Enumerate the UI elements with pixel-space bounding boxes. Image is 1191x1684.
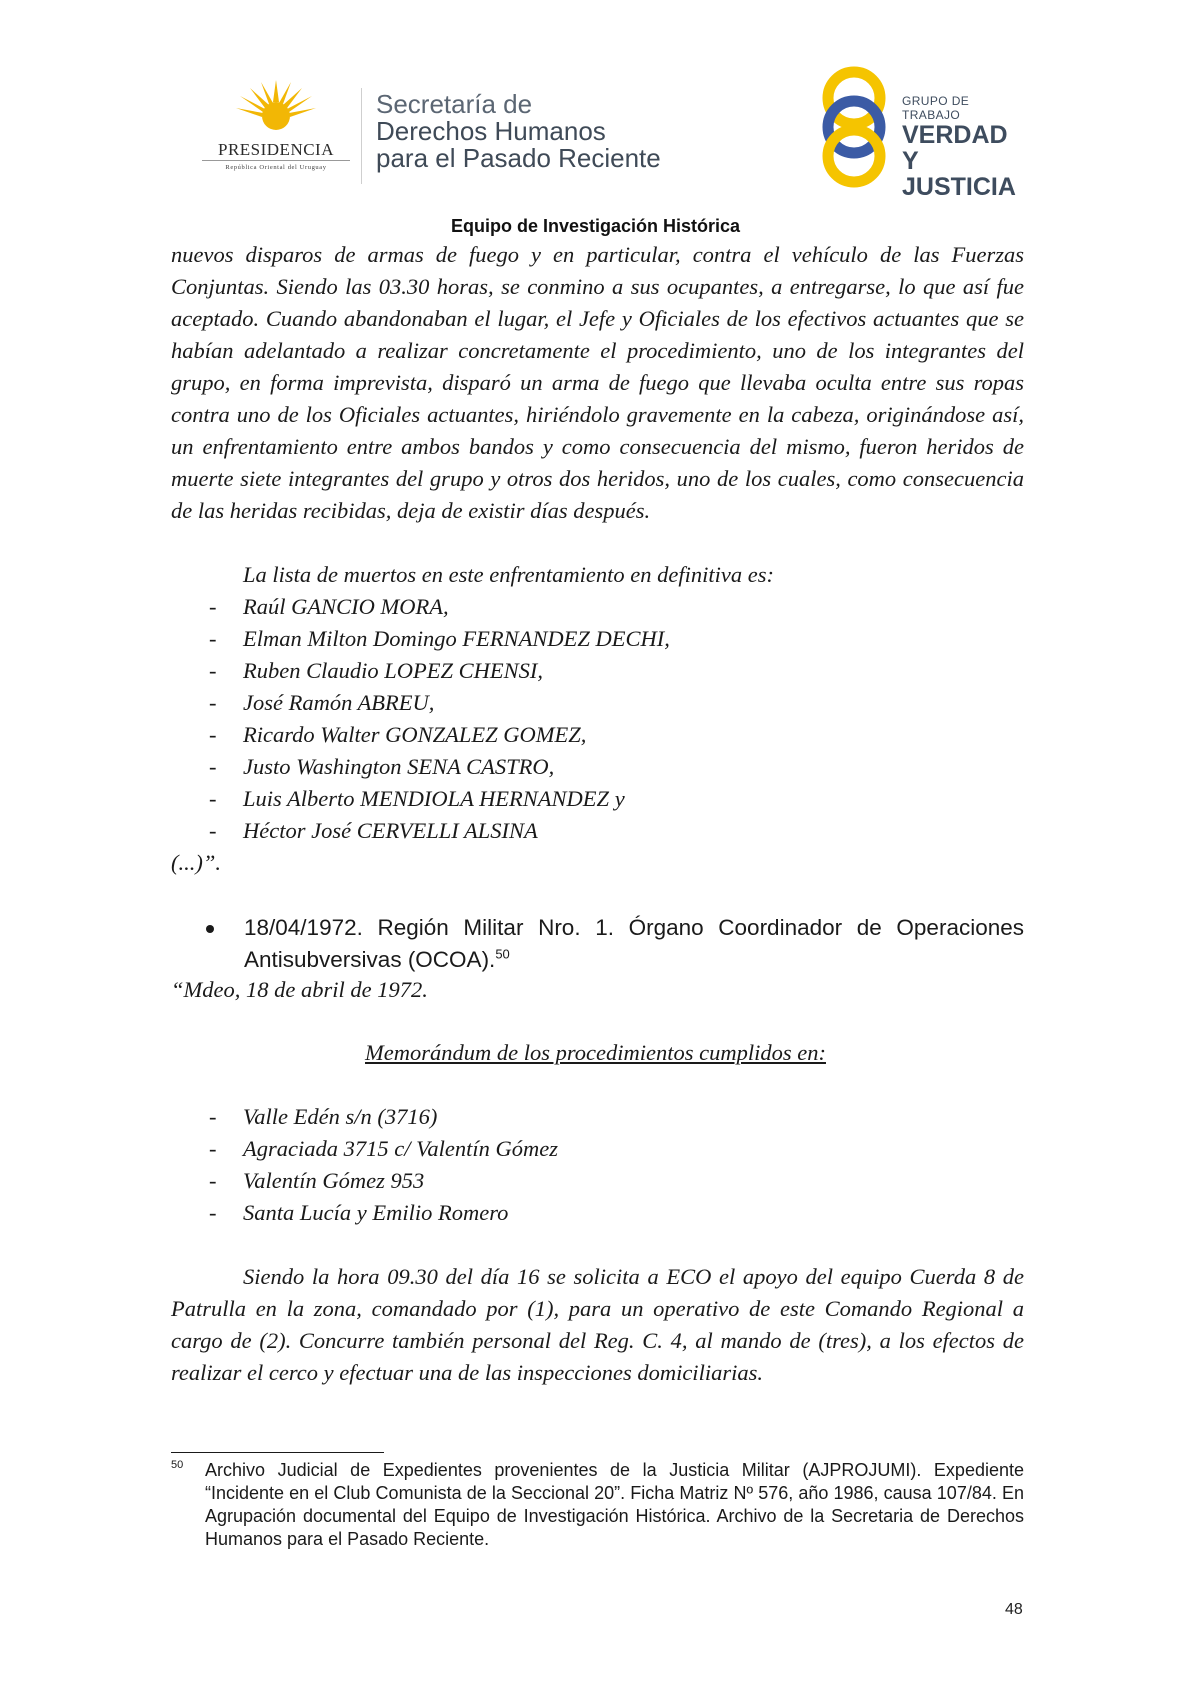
grupo-line-3: JUSTICIA <box>902 173 1016 201</box>
paragraph-1: nuevos disparos de armas de fuego y en particular, contra el vehículo de las Fuerzas Conjuntas. Siendo las 03.30 horas, se conmino a sus ocupantes, a entregarse, lo que así fue aceptado. Cuando abandonaban el lugar, el Jefe y Oficiales de los efectivos actuantes que se habían adelantado a realizar concretamente el procedimiento, uno de los integrantes del grupo, en forma imprevista, disparó un arma de fuego que llevaba oculta entre sus ropas contra uno de los Oficiales actuantes, hiriéndolo gravemente en la cabeza, originándose así, un enfrentamiento entre ambos bandos y como consecuencia del mismo, fueron heridos de muerte siete integrantes del grupo y otros dos heridos, uno de los cuales, como consecuencia de las heridas recibidas, deja de existir días después. <box>171 242 1024 523</box>
memo-title: Memorándum de los procedimientos cumplidos en: <box>365 1040 826 1065</box>
footnote-number: 50 <box>171 1459 184 1471</box>
footnote-separator <box>171 1452 384 1453</box>
secretaria-line-2: Derechos Humanos <box>376 116 606 146</box>
presidencia-logo <box>196 80 356 180</box>
secretaria-line-3: para el Pasado Reciente <box>376 143 661 173</box>
header-divider <box>361 88 362 184</box>
logo-divider <box>202 160 350 161</box>
team-title: Equipo de Investigación Histórica <box>450 216 741 236</box>
secretaria-line-1: Secretaría de <box>376 89 533 119</box>
bullet-heading: 18/04/1972. Región Militar Nro. 1. Órgano Coordinador de Operaciones Antisubversivas (OCOA).$^{50}$ <box>244 915 1024 972</box>
page-number: 48 <box>1005 1601 1023 1618</box>
grupo-trabajo-logo <box>810 64 1030 201</box>
bullet-dot-icon <box>206 925 214 933</box>
paragraph-2: Siendo la hora 09.30 del día 16 se solicita a ECO el apoyo del equipo Cuerda 8 de Patrulla en la zona, comandado por (1), para un operativo de este Comando Regional a cargo de (2). Concurre también personal del Reg. C. 4, al mando de (tres), a los efectos de realizar el cerco y efectuar una de las inspecciones domiciliarias. <box>171 1264 1024 1385</box>
footnote-ref[interactable]: 50 <box>495 946 510 962</box>
page-header <box>0 0 1191 240</box>
grupo-line-1: GRUPO DE TRABAJO <box>902 94 970 122</box>
footnote-text: Archivo Judicial de Expedientes provenientes de la Justicia Militar (AJPROJUMI). Expediente “Incidente en el Club Comunista de la Seccional 20”. Ficha Matriz Nº 576, año 1986, causa 107/84. En Agrupación documental del Equipo de Investigación Histórica. Archivo de la Secretaria de Derechos Humanos para el Pasado Reciente. <box>205 1460 1024 1549</box>
grupo-trabajo-text <box>902 94 1030 200</box>
date-line: “Mdeo, 18 de abril de 1972. <box>171 977 428 1002</box>
presidencia-label: PRESIDENCIA <box>217 140 334 159</box>
secretaria-logo-text <box>376 91 661 172</box>
sun-emblem-icon <box>236 80 316 136</box>
presidencia-sublabel: República Oriental del Uruguay <box>225 164 327 171</box>
quote-ellipsis: (...)”. <box>171 850 221 875</box>
grupo-line-2: VERDAD Y <box>902 121 1008 175</box>
rings-emblem-icon <box>810 64 898 190</box>
victims-list-intro: La lista de muertos en este enfrentamiento en definitiva es: <box>243 562 774 587</box>
